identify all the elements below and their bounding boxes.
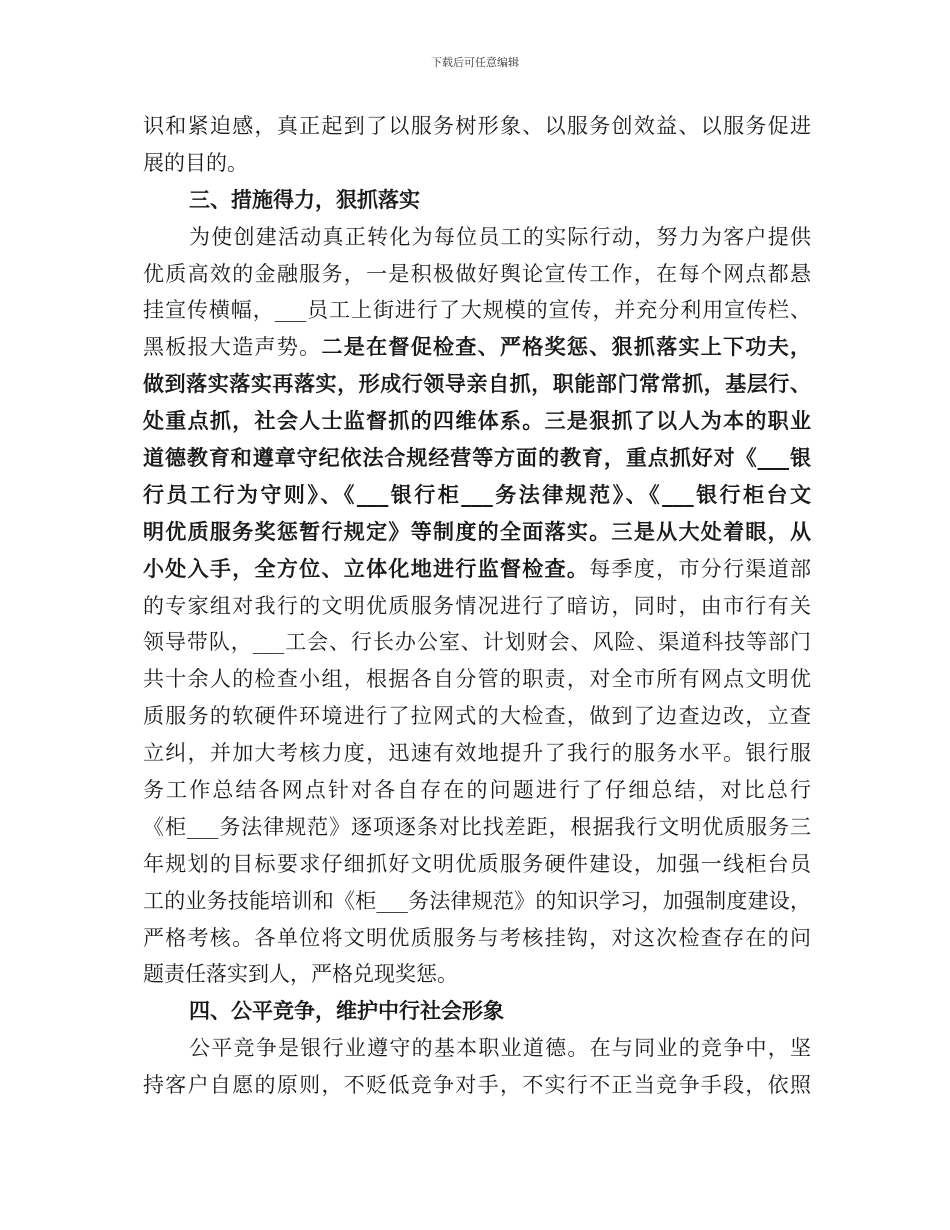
- bold-text-line: 行员工行为守则》、《___银行柜___务法律规范》、《___银行柜台文: [143, 481, 811, 507]
- text-line: 题责任落实到人，严格兑现奖惩。: [143, 962, 458, 987]
- text-line: 的专家组对我行的文明优质服务情况进行了暗访，同时，由市行有关: [143, 593, 811, 618]
- text-line: 为使创建活动真正转化为每位员工的实际行动，努力为客户提供: [189, 224, 811, 249]
- text-line: 年规划的目标要求仔细抓好文明优质服务硬件建设，加强一线柜台员: [143, 851, 811, 876]
- text-line: 严格考核。各单位将文明优质服务与考核挂钩，对这次检查存在的问: [143, 925, 811, 950]
- bold-text-line: 做到落实落实再落实，形成行领导亲自抓，职能部门常常抓，基层行、: [143, 371, 811, 397]
- text-line: 识和紧迫感，真正起到了以服务树形象、以服务创效益、以服务促进: [143, 114, 811, 138]
- page-header: 下载后可任意编辑: [431, 56, 519, 69]
- text-line: [143, 551, 811, 588]
- bold-text-line: 明优质服务奖惩暂行规定》等制度的全面落实。三是从大处着眼，从: [143, 518, 811, 544]
- text-segment: 每季度，市分行渠道部: [589, 556, 812, 581]
- text-line: 立纠，并加大考核力度，迅速有效地提升了我行的服务水平。银行服: [143, 741, 811, 766]
- bold-text-line: 道德教育和遵章守纪依法合规经营等方面的教育，重点抓好对《___银: [143, 445, 811, 471]
- text-line: 优质高效的金融服务，一是积极做好舆论宣传工作，在每个网点都悬: [143, 261, 811, 286]
- bold-text-segment: 二是在督促检查、严格奖惩、狠抓落实上下功夫，: [321, 334, 811, 360]
- text-line: 持客户自愿的原则，不贬低竞争对手，不实行不正当竞争手段，依照: [143, 1073, 811, 1098]
- text-line: 挂宣传横幅，___员工上街进行了大规模的宣传，并充分利用宣传栏、: [143, 298, 811, 323]
- text-line: 务工作总结各网点针对各自存在的问题进行了仔细总结，对比总行: [143, 778, 811, 803]
- text-line: [143, 329, 811, 366]
- text-line: 公平竞争是银行业遵守的基本职业道德。在与同业的竞争中，坚: [189, 1036, 811, 1061]
- section-heading: 四、公平竞争，维护中行社会形象: [189, 998, 504, 1024]
- text-line: 展的目的。: [143, 150, 248, 175]
- bold-text-line: 处重点抓，社会人士监督抓的四维体系。三是狠抓了以人为本的职业: [143, 408, 811, 434]
- text-line: 工的业务技能培训和《柜___务法律规范》的知识学习，加强制度建设，: [143, 888, 811, 913]
- text-line: 共十余人的检查小组，根据各自分管的职责，对全市所有网点文明优: [143, 667, 811, 692]
- text-line: 《柜___务法律规范》逐项逐条对比找差距，根据我行文明优质服务三: [143, 814, 811, 839]
- document-body: [143, 108, 811, 1104]
- text-line: 质服务的软硬件环境进行了拉网式的大检查，做到了边查边改，立查: [143, 704, 811, 729]
- bold-text-segment: 小处入手，全方位、立体化地进行监督检查。: [143, 555, 590, 581]
- section-heading: 三、措施得力，狠抓落实: [189, 186, 420, 212]
- text-line: 领导带队，___工会、行长办公室、计划财会、风险、渠道科技等部门: [143, 630, 811, 655]
- text-segment: 黑板报大造声势。: [143, 335, 322, 360]
